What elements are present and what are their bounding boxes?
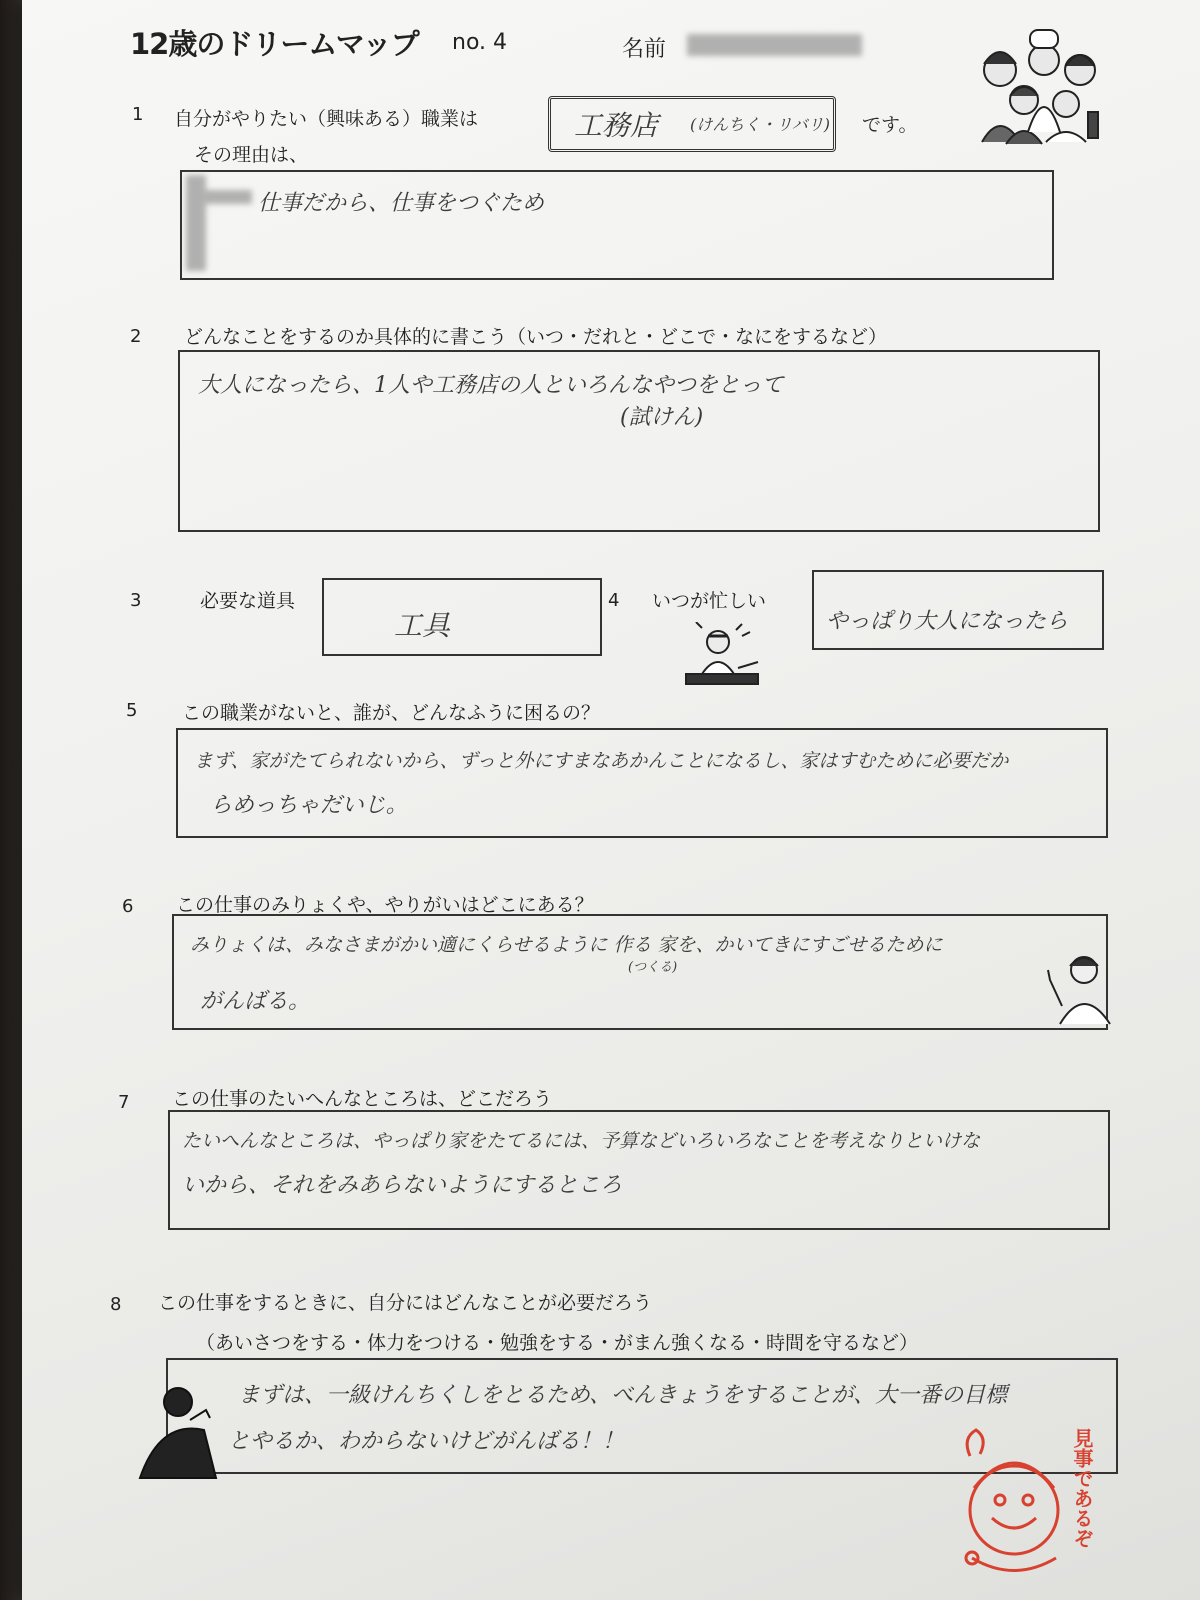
worksheet-title: 12歳のドリームマップ	[130, 27, 419, 61]
praise-stamp	[952, 1408, 1112, 1598]
busy-worker-illustration	[682, 622, 764, 692]
q2-answer-line1: 大人になったら、1人や工務店の人といろんなやつをとって	[198, 373, 784, 398]
q7-answer-line2: いから、それをみあらないようにするところ	[182, 1173, 623, 1198]
q3-answer-box[interactable]	[322, 578, 602, 656]
q1-reason-answer: 仕事だから、仕事をつぐため	[258, 191, 545, 216]
q5-answer-line2: らめっちゃだいじ。	[210, 793, 408, 818]
q1-prompt: 自分がやりたい（興味ある）職業は	[174, 108, 479, 130]
sheet-number: no. 4	[452, 30, 507, 55]
q3-number: 3	[130, 590, 142, 611]
redaction-mark	[204, 190, 252, 204]
q7-prompt: この仕事のたいへんなところは、どこだろう	[172, 1088, 553, 1110]
q4-number: 4	[608, 590, 620, 611]
q6-answer-line2: がんばる。	[200, 989, 311, 1014]
q8-prompt: この仕事をするときに、自分にはどんなことが必要だろう	[158, 1292, 653, 1314]
name-redacted	[687, 34, 862, 56]
q1-answer-reading: (けんちく・リバリ)	[690, 115, 831, 134]
q5-answer-box[interactable]	[176, 728, 1108, 838]
q6-answer-line1: みりょくは、みなさまがかい適にくらせるように 作る 家を、かいてきにすごせるために	[190, 934, 943, 956]
q6-answer-ruby: (つくる)	[628, 960, 678, 975]
stamp-text: 見事であるぞ	[1070, 1428, 1094, 1548]
q4-label: いつが忙しい	[652, 590, 767, 612]
redaction-mark	[186, 175, 206, 271]
q2-prompt: どんなことをするのか具体的に書こう（いつ・だれと・どこで・なにをするなど）	[184, 326, 888, 348]
pointing-person-illustration	[1040, 950, 1120, 1026]
q3-label: 必要な道具	[200, 590, 296, 612]
thinking-man-illustration	[120, 1380, 224, 1480]
name-label: 名前	[622, 37, 667, 62]
q3-answer: 工具	[394, 609, 451, 642]
people-illustration	[962, 22, 1112, 147]
q8-answer-line1: まずは、一級けんちくしをとるため、べんきょうをすることが、大一番の目標	[238, 1383, 1008, 1408]
q5-prompt: この職業がないと、誰が、どんなふうに困るの？	[182, 702, 601, 724]
q6-prompt: この仕事のみりょくや、やりがいはどこにある？	[176, 894, 594, 916]
q4-answer: やっぱり大人になったら	[826, 609, 1069, 634]
q5-number: 5	[126, 700, 138, 721]
worksheet-page	[22, 0, 1200, 1600]
q1-answer: 工務店	[574, 109, 659, 142]
q7-number: 7	[118, 1092, 130, 1113]
q5-answer-line1: まず、家がたてられないから、ずっと外にすまなあかんことになるし、家はすむために必要だか	[194, 750, 1009, 772]
q8-examples: （あいさつをする・体力をつける・勉強をする・がまん強くなる・時間を守るなど）	[196, 1332, 919, 1354]
q1-reason-label: その理由は、	[194, 144, 309, 166]
q2-answer-line2: (試けん)	[620, 405, 704, 430]
q2-number: 2	[130, 326, 142, 347]
q6-number: 6	[122, 896, 134, 917]
q1-number: 1	[132, 104, 144, 125]
q8-answer-line2: とやるか、わからないけどがんばる！！	[228, 1429, 625, 1454]
q8-number: 8	[110, 1294, 122, 1315]
q1-suffix: です。	[862, 114, 918, 136]
q7-answer-line1: たいへんなところは、やっぱり家をたてるには、予算などいろいろなことを考えなりといけな	[182, 1130, 981, 1152]
